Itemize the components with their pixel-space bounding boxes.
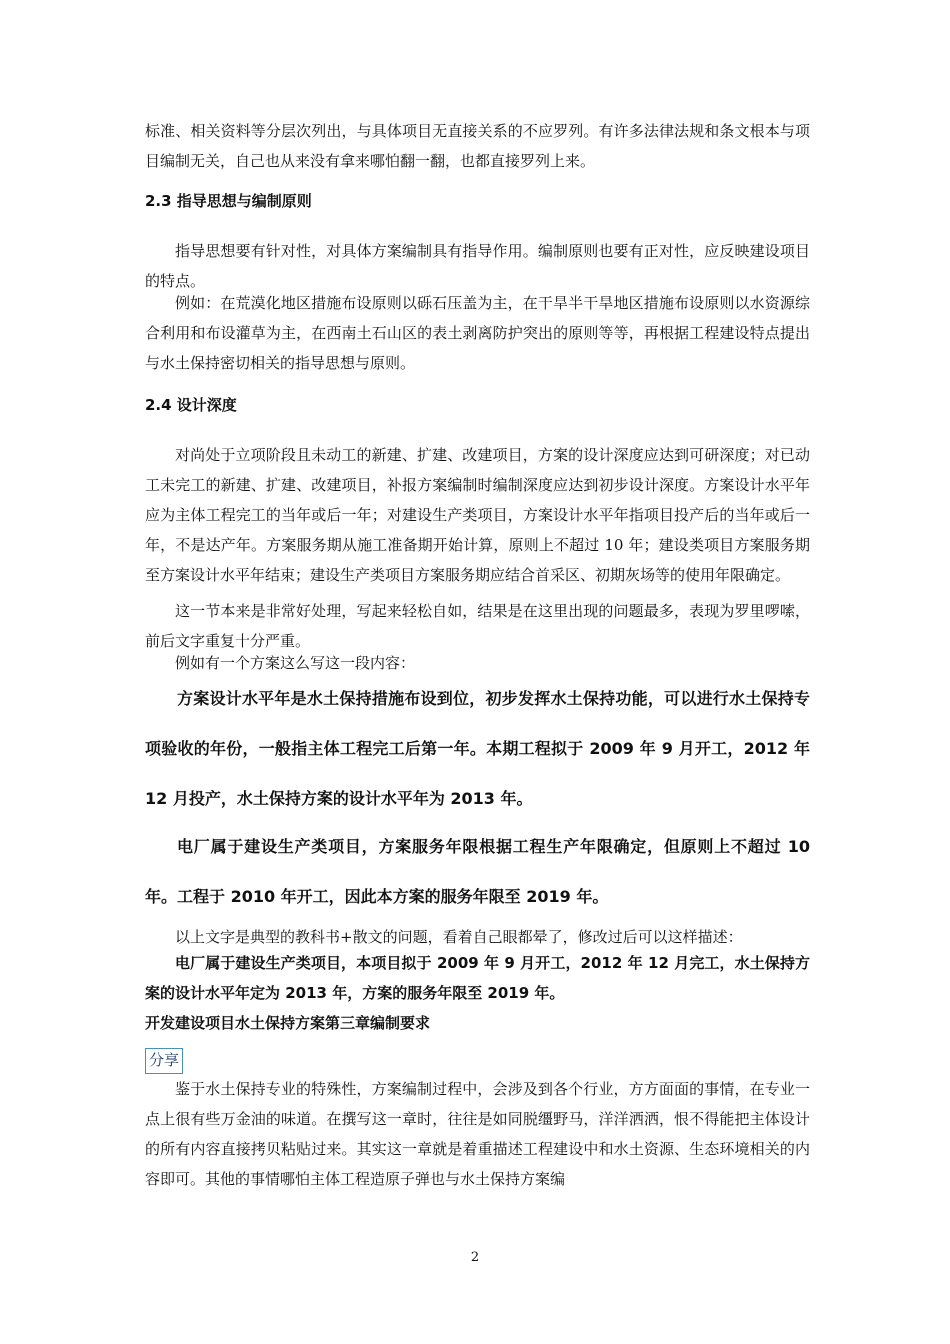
example-paragraph-level-year: 方案设计水平年是水土保持措施布设到位，初步发挥水土保持功能，可以进行水土保持专项验收的年份，一般指主体工程完工后第一年。本期工程拟于 2009 年 9 月开工，2012 年 12 月投产，水土保持方案的设计水平年为 2013 年。 [145,689,810,808]
paragraph-problem-note: 这一节本来是非常好处理，写起来轻松自如，结果是在这里出现的问题最多，表现为罗里啰嗦，前后文字重复十分严重。 [145,602,810,650]
section-heading-2-4: 2.4 设计深度 [145,396,237,414]
paragraph-example-intro: 例如有一个方案这么写这一段内容： [175,654,416,672]
paragraph-guiding-ideology: 指导思想要有针对性，对具体方案编制具有指导作用。编制原则也要有正对性，应反映建设项目的特点。 [145,242,810,290]
section-heading-2-3: 2.3 指导思想与编制原则 [145,192,312,210]
paragraph-revised-text: 电厂属于建设生产类项目，本项目拟于 2009 年 9 月开工，2012 年 12 月完工，水土保持方案的设计水平年定为 2013 年，方案的服务年限至 2019 年。 [145,954,810,1002]
chapter-heading-3: 开发建设项目水土保持方案第三章编制要求 [145,1014,431,1032]
share-button[interactable]: 分享 [145,1048,183,1074]
paragraph-revision-note: 以上文字是典型的教科书+散文的问题，看着自己眼都晕了，修改过后可以这样描述： [175,928,743,946]
paragraph-example-principles: 例如：在荒漠化地区措施布设原则以砾石压盖为主，在干旱半干旱地区措施布设原则以水资源综合利用和布设灌草为主，在西南土石山区的表土剥离防护突出的原则等等，再根据工程建设特点提出与水土保持密切相关的指导思想与原则。 [145,294,810,372]
paragraph-references-note: 标准、相关资料等分层次列出，与具体项目无直接关系的不应罗列。有许多法律法规和条文根本与项目编制无关，自己也从来没有拿来哪怕翻一翻，也都直接罗列上来。 [145,122,810,170]
paragraph-chapter-three-intro: 鉴于水土保持专业的特殊性，方案编制过程中，会涉及到各个行业，方方面面的事情，在专业一点上很有些万金油的味道。在撰写这一章时，往往是如同脱缰野马，洋洋洒洒，恨不得能把主体设计的所有内容直接拷贝粘贴过来。其实这一章就是着重描述工程建设中和水土资源、生态环境相关的内容即可。其他的事情哪怕主体工程造原子弹也与水土保持方案编 [145,1080,810,1188]
page-number: 2 [470,1250,480,1265]
example-paragraph-service-period: 电厂属于建设生产类项目，方案服务年限根据工程生产年限确定，但原则上不超过 10 年。工程于 2010 年开工，因此本方案的服务年限至 2019 年。 [145,837,810,906]
paragraph-design-depth: 对尚处于立项阶段且未动工的新建、扩建、改建项目，方案的设计深度应达到可研深度；对已动工未完工的新建、扩建、改建项目，补报方案编制时编制深度应达到初步设计深度。方案设计水平年应为主体工程完工的当年或后一年；对建设生产类项目，方案设计水平年指项目投产后的当年或后一年，不是达产年。方案服务期从施工准备期开始计算，原则上不超过 10 年；建设类项目方案服务期至方案设计水平年结束；建设生产类项目方案服务期应结合首采区、初期灰场等的使用年限确定。 [145,446,810,584]
